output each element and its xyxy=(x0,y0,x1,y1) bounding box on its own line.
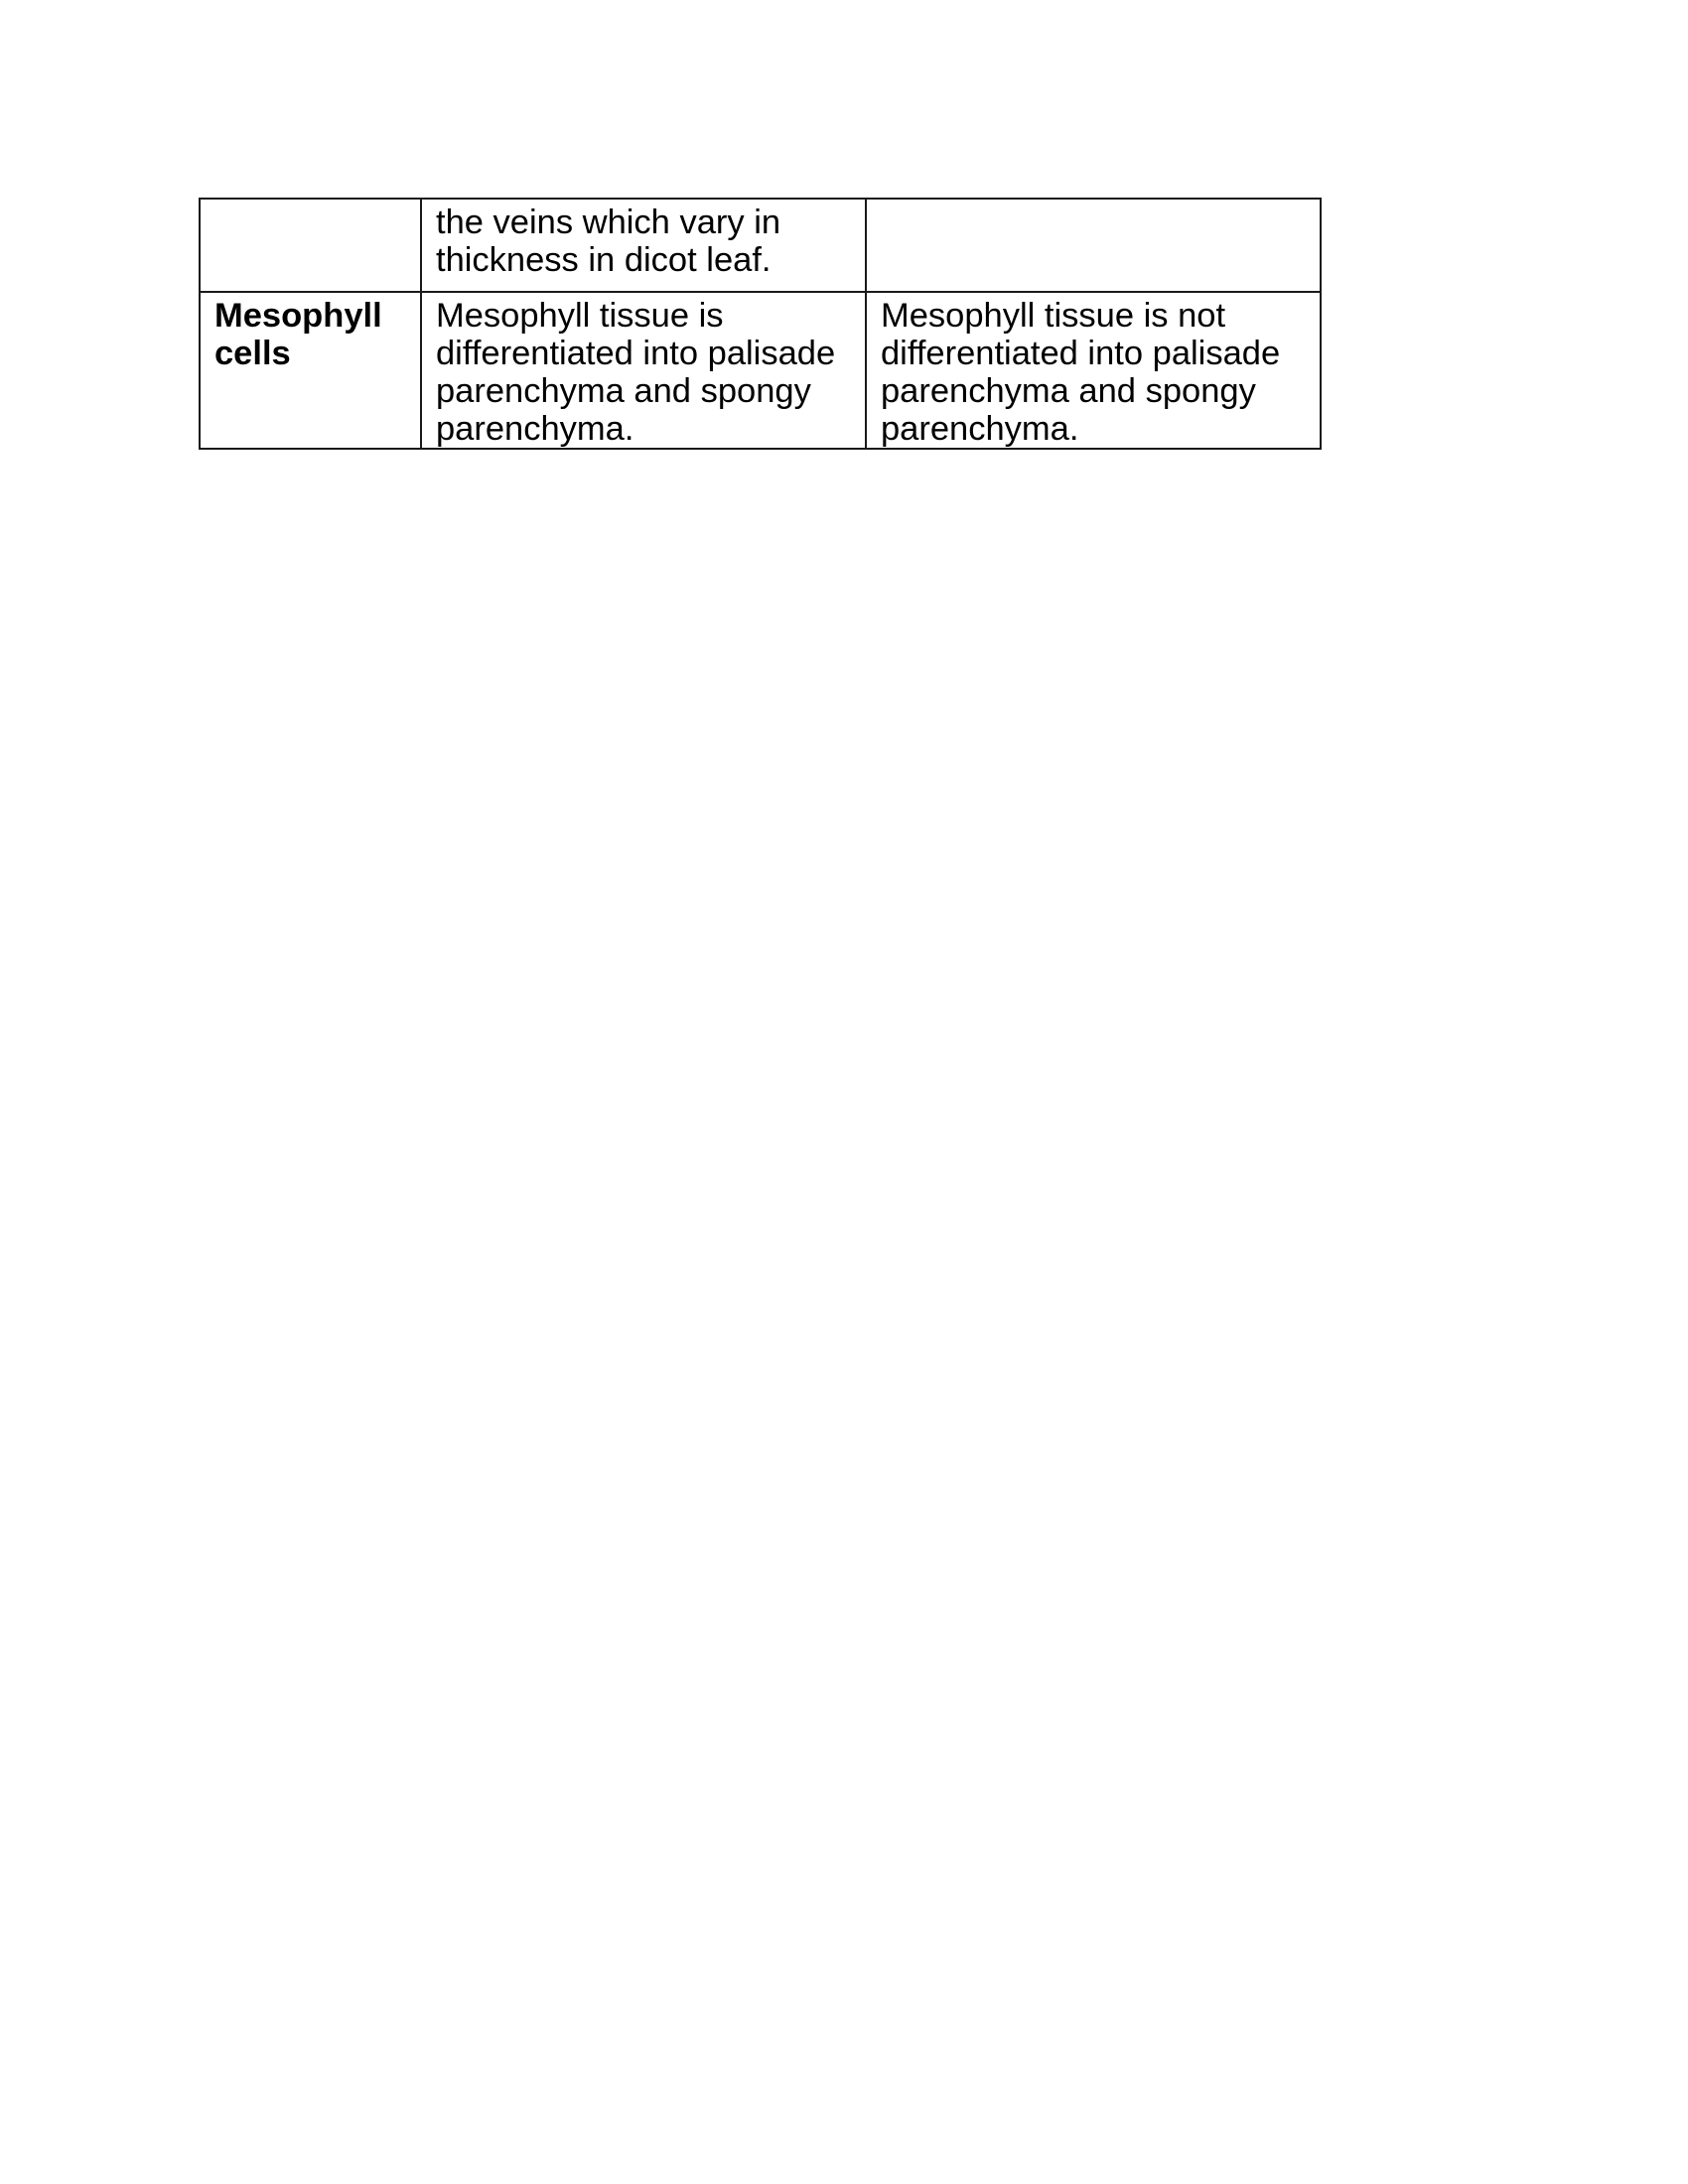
row-label-cell: Mesophyll cells xyxy=(200,292,421,449)
monocot-cell xyxy=(866,199,1321,292)
dicot-cell: Mesophyll tissue is differentiated into palisade parenchyma and spongy parenchyma. xyxy=(421,292,866,449)
monocot-cell: Mesophyll tissue is not differentiated into palisade parenchyma and spongy parenchyma. xyxy=(866,292,1321,449)
table-row xyxy=(200,292,1321,449)
table-row xyxy=(200,199,1321,292)
dicot-cell: the veins which vary in thickness in dicot leaf. xyxy=(421,199,866,292)
comparison-table xyxy=(199,198,1322,450)
row-label-cell xyxy=(200,199,421,292)
